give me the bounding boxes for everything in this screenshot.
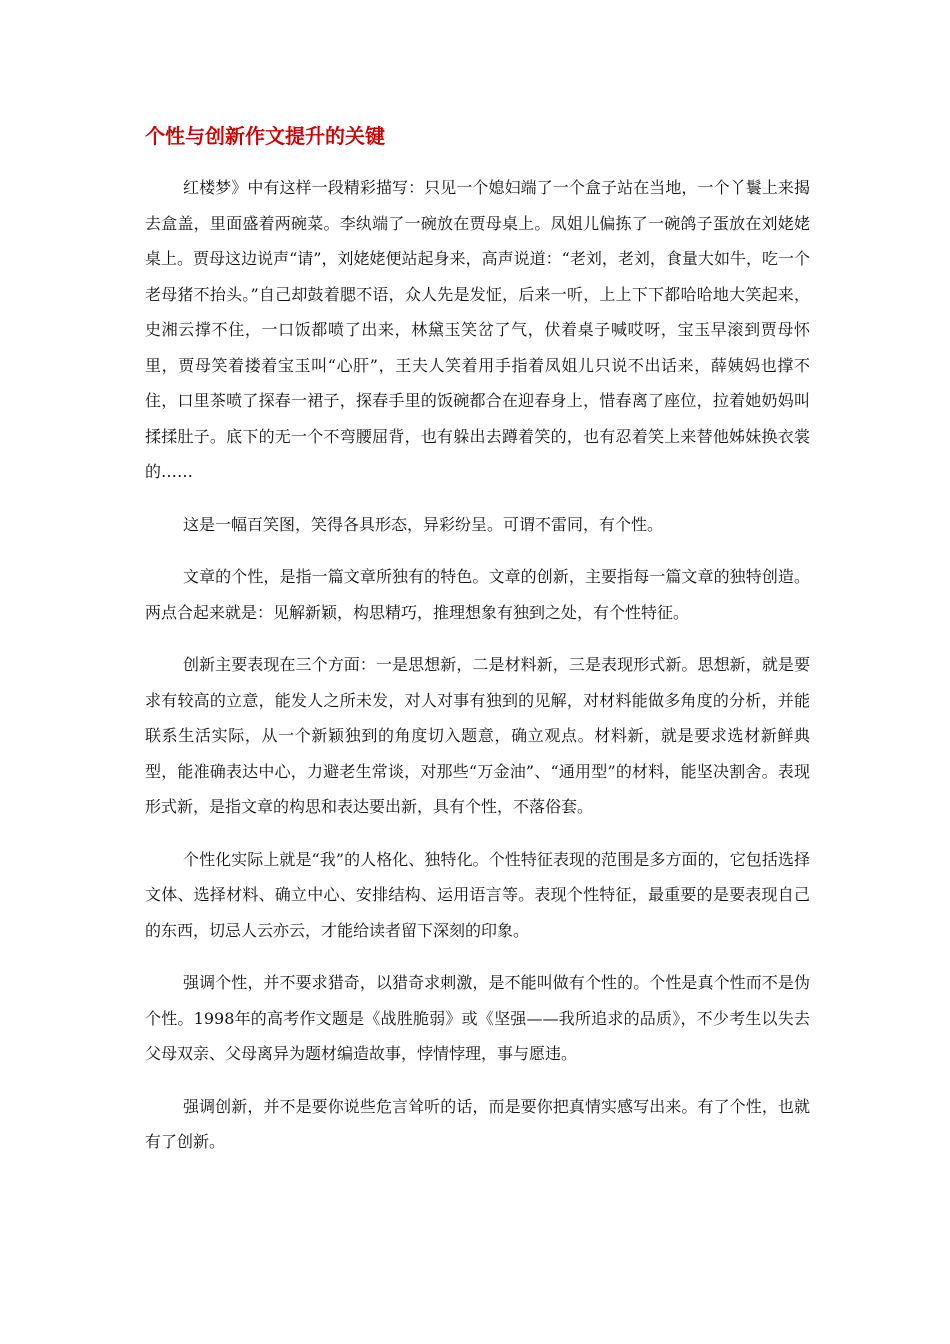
paragraph-definition: 文章的个性，是指一篇文章所独有的特色。文章的创新，主要指每一篇文章的独特创造。两点合起来就是：见解新颖，构思精巧，推理想象有独到之处，有个性特征。 xyxy=(145,567,810,622)
paragraph-innovation: 创新主要表现在三个方面：一是思想新，二是材料新，三是表现形式新。思想新，就是要求有较高的立意，能发人之所未发，对人对事有独到的见解，对材料能做多角度的分析，并能联系生活实际，从一个新颖独到的角度切入题意，确立观点。材料新，就是要求选材新鲜典型，能准确表达中心，力避老生常谈，对那些“万金油”、“通用型”的材料，能坚决割舍。表现形式新，是指文章的构思和表达要出新，具有个性，不落俗套。 xyxy=(145,655,810,816)
document-body xyxy=(145,170,810,1160)
document-title: 个性与创新作文提升的关键 xyxy=(145,124,385,148)
paragraph-conclusion: 强调创新，并不是要你说些危言耸听的话，而是要你把真情实感写出来。有了个性，也就有了创新。 xyxy=(145,1096,810,1151)
paragraph-summary: 这是一幅百笑图，笑得各具形态，异彩纷呈。可谓不雷同，有个性。 xyxy=(183,514,664,534)
paragraph-authenticity: 强调个性，并不要求猎奇，以猎奇求刺激，是不能叫做有个性的。个性是真个性而不是伪个性。1998年的高考作文题是《战胜脆弱》或《坚强——我所追求的品质》，不少考生以失去父母双亲、父母离异为题材编造故事，悖情悖理，事与愿违。 xyxy=(145,973,810,1063)
paragraph-quote: 红楼梦》中有这样一段精彩描写：只见一个媳妇端了一个盒子站在当地，一个丫鬟上来揭去盒盖，里面盛着两碗菜。李纨端了一碗放在贾母桌上。凤姐儿偏拣了一碗鸽子蛋放在刘姥姥桌上。贾母这边说声“请”，刘姥姥便站起身来，高声说道：“老刘，老刘，食量大如牛，吃一个老母猪不抬头。”自己却鼓着腮不语，众人先是发怔，后来一听，上上下下都哈哈地大笑起来，史湘云撑不住，一口饭都喷了出来，林黛玉笑岔了气，伏着桌子喊哎呀，宝玉早滚到贾母怀里，贾母笑着搂着宝玉叫“心肝”，王夫人笑着用手指着凤姐儿只说不出话来，薛姨妈也撑不住，口里茶喷了探春一裙子，探春手里的饭碗都合在迎春身上，惜春离了座位，拉着她奶妈叫揉揉肚子。底下的无一个不弯腰屈背，也有躲出去蹲着笑的，也有忍着笑上来替他姊妹换衣裳的…… xyxy=(145,178,810,481)
paragraph-personality: 个性化实际上就是“我”的人格化、独特化。个性特征表现的范围是多方面的，它包括选择文体、选择材料、确立中心、安排结构、运用语言等。表现个性特征，最重要的是要表现自己的东西，切忌人云亦云，才能给读者留下深刻的印象。 xyxy=(145,849,810,940)
